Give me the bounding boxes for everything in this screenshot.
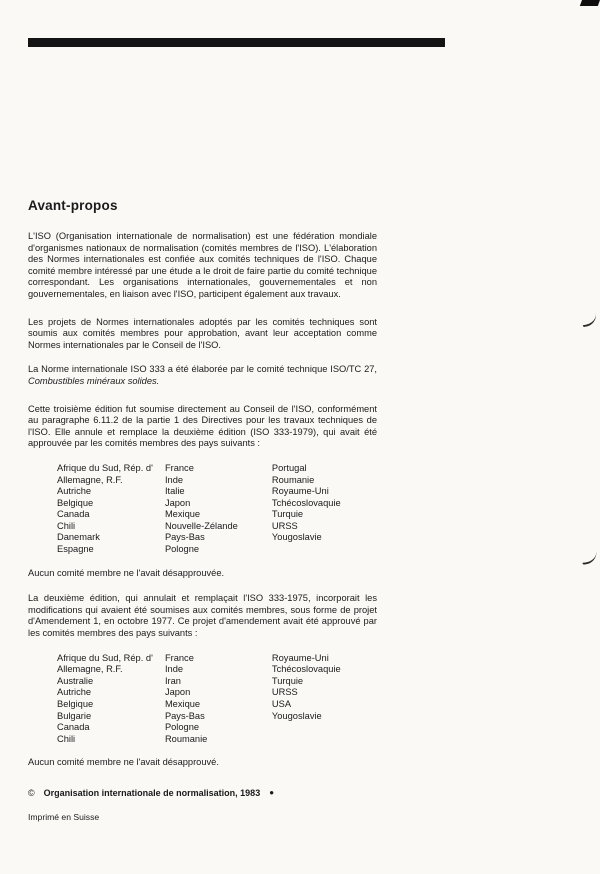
country-item: Royaume-Uni — [271, 486, 329, 497]
country-item: Allemagne, R.F. — [57, 664, 123, 675]
country-item: Royaume-Uni — [271, 652, 329, 663]
country-item: Turquie — [271, 509, 304, 520]
country-item: Turquie — [271, 675, 304, 686]
country-item: Nouvelle-Zélande — [164, 520, 238, 531]
country-item: URSS — [271, 687, 298, 698]
copyright-text: Organisation internationale de normalisation, 1983 — [43, 788, 261, 798]
paragraph-draft-approval: Les projets de Normes internationales adoptés par les comités techniques sont soumis aux comités membres pour approbation, avant leur acceptation comme Normes internationales par le Conseil de l'ISO. — [28, 316, 377, 350]
country-item: Japon — [164, 687, 191, 698]
country-item: Pays-Bas — [164, 532, 205, 543]
country-item: Canada — [57, 509, 90, 520]
country-item: URSS — [271, 520, 298, 531]
country-item: Mexique — [164, 509, 201, 520]
country-item: Chili — [57, 733, 76, 744]
country-item: Yougoslavie — [271, 532, 322, 543]
country-list-second-edition — [57, 653, 377, 746]
paragraph-third-edition: Cette troisième édition fut soumise directement au Conseil de l'ISO, conformément au paragraphe 6.11.2 de la partie 1 des Directives pour les travaux techniques de l'ISO. Elle annule et remplace la deuxième édition (ISO 333-1979), qui avait été approuvée par les comités membres des pays suivants : — [28, 403, 377, 449]
scan-edge-mark — [581, 551, 597, 565]
country-item: Chili — [57, 520, 76, 531]
paragraph-standard-origin-text: La Norme internationale ISO 333 a été élaborée par le comité technique ISO/TC 27, — [28, 364, 377, 375]
country-item: Italie — [164, 486, 185, 497]
country-item: Danemark — [57, 532, 100, 543]
country-item: Autriche — [57, 486, 92, 497]
country-item: Afrique du Sud, Rép. d' — [57, 462, 153, 473]
bullet-icon: ● — [269, 788, 275, 797]
country-item: Afrique du Sud, Rép. d' — [57, 652, 153, 663]
committee-name-italic: Combustibles minéraux solides. — [28, 375, 160, 386]
country-item: Iran — [164, 675, 181, 686]
country-column — [165, 653, 272, 746]
country-item: Belgique — [57, 497, 94, 508]
country-item: Pays-Bas — [164, 710, 205, 721]
page-title: Avant-propos — [28, 198, 118, 213]
country-item: Portugal — [271, 462, 307, 473]
country-item: France — [164, 462, 194, 473]
paragraph-iso-intro: L'ISO (Organisation internationale de normalisation) est une fédération mondiale d'organismes nationaux de normalisation (comités membres de l'ISO). L'élaboration des Normes internationales est confiée aux comités techniques de l'ISO. Chaque comité membre intéressé par une étude a le droit de faire partie du comité technique correspondant. Les organisations internationales, gouvernementales et non gouvernementales, en liaison avec l'ISO, participent également aux travaux. — [28, 231, 377, 299]
country-item: Bulgarie — [57, 710, 92, 721]
country-list-first-edition — [57, 463, 377, 556]
country-column — [272, 653, 377, 746]
country-item: Mexique — [164, 699, 201, 709]
country-column — [57, 463, 165, 556]
document-content — [28, 198, 377, 769]
country-item: USA — [271, 699, 292, 709]
country-item: Autriche — [57, 687, 92, 698]
country-item: Roumanie — [271, 474, 315, 485]
country-item: Inde — [164, 474, 184, 485]
country-item: Inde — [164, 664, 184, 675]
paragraph-standard-origin — [28, 364, 377, 387]
scan-edge-mark — [581, 313, 598, 327]
country-column — [165, 463, 272, 556]
country-column — [272, 463, 377, 556]
country-item: France — [164, 652, 194, 663]
divider-bar — [28, 38, 445, 47]
printed-in-text: Imprimé en Suisse — [28, 812, 100, 822]
country-item: Pologne — [164, 544, 200, 555]
country-item: Pologne — [164, 722, 200, 733]
note-no-disapproval-2: Aucun comité membre ne l'avait désapprouvé. — [28, 757, 219, 768]
copyright-line — [28, 788, 448, 799]
country-item: Australie — [57, 675, 94, 686]
country-item: Tchécoslovaquie — [271, 664, 341, 675]
country-item: Allemagne, R.F. — [57, 474, 123, 485]
country-item: Canada — [57, 722, 90, 733]
country-item: Yougoslavie — [271, 710, 322, 721]
country-item: Espagne — [57, 544, 94, 555]
copyright-symbol: © — [28, 788, 35, 798]
country-item: Tchécoslovaquie — [271, 497, 341, 508]
country-column — [57, 653, 165, 746]
note-no-disapproval-1: Aucun comité membre ne l'avait désapprouvée. — [28, 567, 225, 578]
country-item: Roumanie — [164, 733, 208, 744]
country-item: Japon — [164, 497, 191, 508]
paragraph-second-edition: La deuxième édition, qui annulait et remplaçait l'ISO 333-1975, incorporait les modifications qui avaient été soumises aux comités membres, sous forme de projet d'Amendement 1, en octobre 1977. Ce projet d'amendement avait été approuvé par les comités membres des pays suivants : — [28, 593, 377, 639]
country-item: Belgique — [57, 699, 94, 709]
scan-corner-mark — [580, 0, 600, 6]
